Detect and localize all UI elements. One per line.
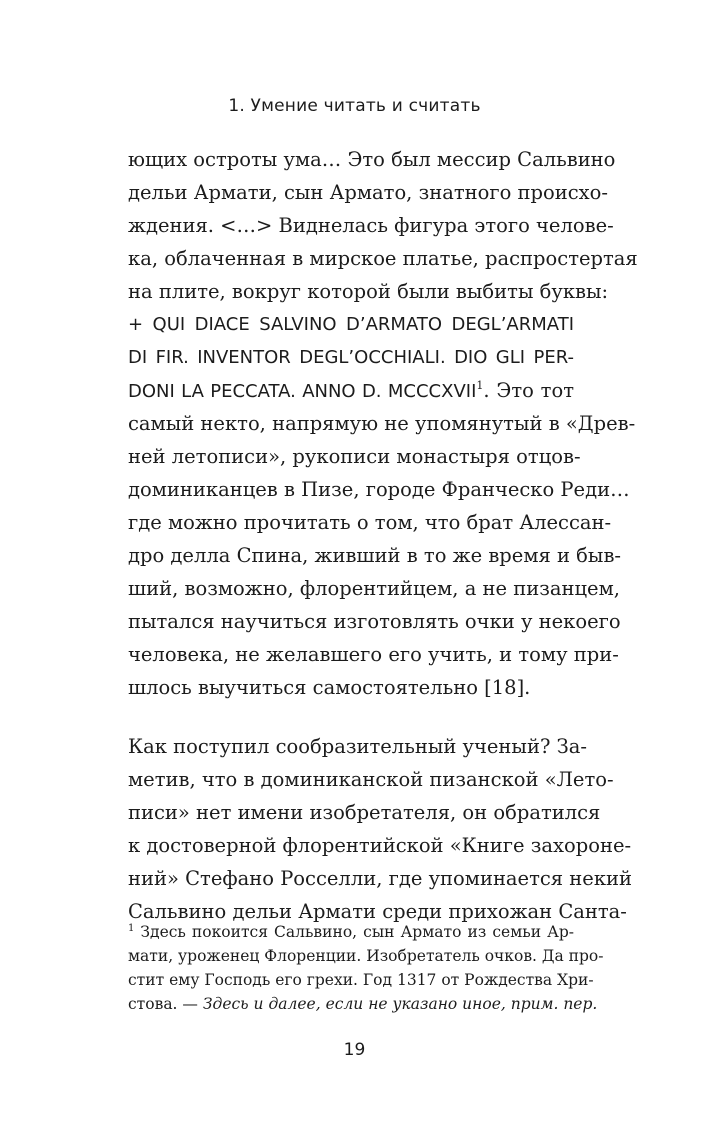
body-line: доминиканцев в Пизе, городе Франческо Реди…: [128, 478, 630, 501]
footnote-line: мати, уроженец Флоренции. Изобретатель очков. Да про-: [128, 947, 604, 965]
body-line: Как поступил сообразительный ученый? За-: [128, 735, 587, 758]
body-line: дельи Армати, сын Армато, знатного происхо-: [128, 181, 608, 204]
body-line: на плите, вокруг которой были выбиты буквы:: [128, 280, 609, 303]
footnote-reference[interactable]: 1: [476, 379, 484, 392]
body-line: самый некто, напрямую не упомянутый в «Древ-: [128, 412, 636, 435]
footnote-line: [128, 992, 598, 1016]
page-number: 19: [343, 1040, 366, 1060]
body-text: . Это тот: [483, 379, 574, 402]
body-line: человека, не желавшего его учить, и тому при-: [128, 643, 619, 666]
translator-note: Здесь и далее, если не указано иное, прим. пер.: [202, 995, 598, 1013]
body-line: Сальвино дельи Армати среди прихожан Санта-: [128, 900, 627, 923]
body-line: ший, возможно, флорентийцем, а не пизанцем,: [128, 577, 620, 600]
running-header: 1. Умение читать и считать: [228, 96, 481, 116]
footnote-text: стова. —: [128, 995, 203, 1013]
body-line: пытался научиться изготовлять очки у некоего: [128, 610, 621, 633]
inscription-line: + QUI DIACE SALVINO D’ARMATO DEGL’ARMATI: [128, 314, 574, 335]
inscription-tail: DONI LA PECCATA. ANNO D. MCCCXVII: [128, 381, 477, 402]
body-line: ней летописи», рукописи монастыря отцов-: [128, 445, 581, 468]
footnote-number: 1: [128, 923, 135, 934]
body-line: ка, облаченная в мирское платье, распростертая: [128, 247, 638, 270]
body-line: метив, что в доминиканской пизанской «Лето-: [128, 768, 614, 791]
body-line: дро делла Спина, живший в то же время и быв-: [128, 544, 622, 567]
footnote-line: [128, 920, 574, 944]
footnote-text: Здесь покоится Сальвино, сын Армато из семьи Ар-: [140, 923, 574, 941]
footnote-line: стит ему Господь его грехи. Год 1317 от Рождества Хри-: [128, 971, 594, 989]
body-line: ющих остроты ума… Это был мессир Сальвино: [128, 148, 616, 171]
body-line: ждения. <…> Виднелась фигура этого челове-: [128, 214, 614, 237]
body-line: к достоверной флорентийской «Книге захороне-: [128, 834, 632, 857]
body-line-last: шлось выучиться самостоятельно [18].: [128, 676, 531, 699]
body-line-with-footnote-ref: [128, 374, 574, 407]
body-line: ний» Стефано Росселли, где упоминается некий: [128, 867, 633, 890]
inscription-line: DI FIR. INVENTOR DEGL’OCCHIALI. DIO GLI PER-: [128, 347, 574, 368]
body-line: писи» нет имени изобретателя, он обратился: [128, 801, 601, 824]
body-line: где можно прочитать о том, что брат Алессан-: [128, 511, 612, 534]
